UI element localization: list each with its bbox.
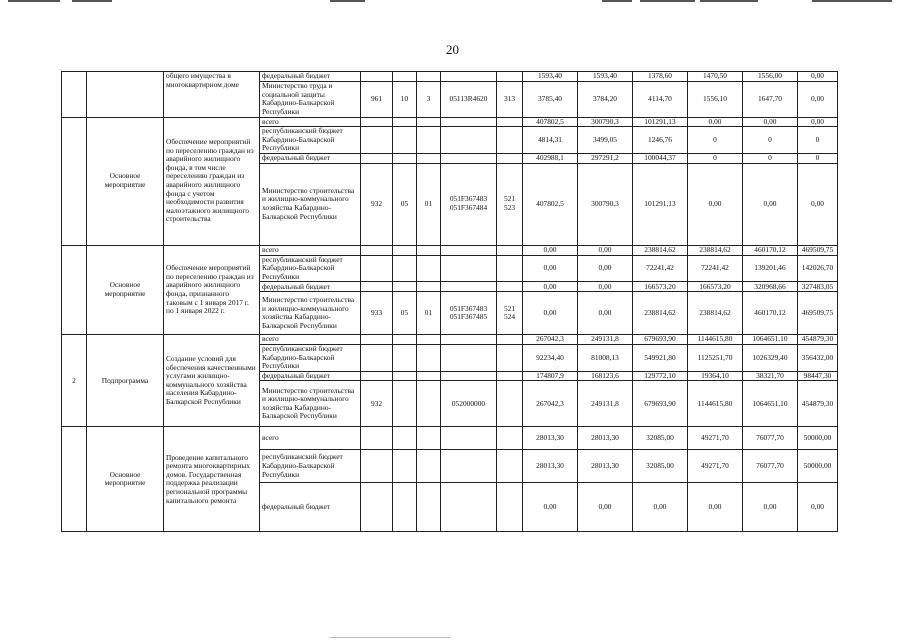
- section-type: Подпрограмма: [87, 335, 164, 427]
- cell-v2: 249131,8: [578, 381, 633, 427]
- funding-source: федеральный бюджет: [260, 483, 361, 532]
- cell-csr: [441, 117, 497, 127]
- cell-pr: [417, 371, 441, 381]
- cell-v1: 3785,40: [523, 81, 578, 117]
- section-type: Основное мероприятие: [87, 427, 164, 532]
- cell-rz: [393, 483, 417, 532]
- cell-v5: 0,00: [743, 163, 798, 245]
- cell-v3: 4114,70: [633, 81, 688, 117]
- funding-source: республиканский бюджет Кабардино-Балкарской Республики: [260, 450, 361, 483]
- cell-rz: 05: [393, 292, 417, 335]
- cell-v4: 0: [688, 127, 743, 154]
- cell-v5: 0,00: [743, 117, 798, 127]
- cell-pr: 3: [417, 81, 441, 117]
- cell-grbs: [361, 255, 393, 282]
- cell-v6: 0,00: [798, 483, 838, 532]
- cell-v2: 28013,30: [578, 427, 633, 450]
- cell-v1: 1593,40: [523, 72, 578, 82]
- cell-vr: [497, 483, 523, 532]
- cell-v6: 469509,75: [798, 292, 838, 335]
- funding-source: федеральный бюджет: [260, 72, 361, 82]
- cell-pr: 01: [417, 292, 441, 335]
- cell-v2: 297291,2: [578, 153, 633, 163]
- cell-v5: 0: [743, 127, 798, 154]
- cell-csr: [441, 344, 497, 371]
- cell-grbs: [361, 371, 393, 381]
- cell-v1: 28013,30: [523, 450, 578, 483]
- cell-v4: 1470,50: [688, 72, 743, 82]
- cell-v1: 402988,1: [523, 153, 578, 163]
- cell-v5: 139201,46: [743, 255, 798, 282]
- funding-source: республиканский бюджет Кабардино-Балкарской Республики: [260, 127, 361, 154]
- cell-grbs: [361, 245, 393, 255]
- cell-rz: [393, 335, 417, 345]
- cell-v4: 1125251,70: [688, 344, 743, 371]
- section-number: [62, 245, 87, 335]
- cell-grbs: [361, 450, 393, 483]
- cell-v1: 4814,31: [523, 127, 578, 154]
- cell-grbs: [361, 153, 393, 163]
- cell-v1: 407802,5: [523, 163, 578, 245]
- cell-rz: [393, 245, 417, 255]
- cell-v6: 142026,70: [798, 255, 838, 282]
- table-row: [62, 427, 838, 450]
- cell-csr: 052000000: [441, 381, 497, 427]
- cell-rz: [393, 127, 417, 154]
- cell-v1: 267042,3: [523, 335, 578, 345]
- cell-v2: 249131,8: [578, 335, 633, 345]
- cell-grbs: [361, 282, 393, 292]
- cell-pr: [417, 127, 441, 154]
- cell-v6: 356432,00: [798, 344, 838, 371]
- cell-v3: 72241,42: [633, 255, 688, 282]
- cell-vr: [497, 127, 523, 154]
- cell-v2: 3784,20: [578, 81, 633, 117]
- cell-v6: 50000,00: [798, 450, 838, 483]
- cell-v6: 0,00: [798, 72, 838, 82]
- cell-vr: [497, 153, 523, 163]
- cell-v3: 549921,80: [633, 344, 688, 371]
- cell-v2: 0,00: [578, 282, 633, 292]
- cell-v4: 238814,62: [688, 292, 743, 335]
- cell-v6: 0,00: [798, 117, 838, 127]
- cell-csr: [441, 72, 497, 82]
- section-name: Создание условий для обеспечения качественными услугами жилищно-коммунального хозяйства населения Кабардино-Балкарской Республики: [164, 335, 260, 427]
- section-name: общего имущества в многоквартирном доме: [164, 72, 260, 118]
- cell-v4: 1144615,80: [688, 381, 743, 427]
- cell-rz: [393, 371, 417, 381]
- cell-grbs: 933: [361, 292, 393, 335]
- funding-source: всего: [260, 117, 361, 127]
- funding-source: федеральный бюджет: [260, 282, 361, 292]
- cell-v3: 679693,90: [633, 381, 688, 427]
- cell-pr: [417, 483, 441, 532]
- cell-v1: 0,00: [523, 282, 578, 292]
- cell-v6: 454879,30: [798, 335, 838, 345]
- cell-grbs: 961: [361, 81, 393, 117]
- funding-source: федеральный бюджет: [260, 371, 361, 381]
- cell-pr: [417, 450, 441, 483]
- cell-v1: 0,00: [523, 255, 578, 282]
- cell-v4: 238814,62: [688, 245, 743, 255]
- funding-source: всего: [260, 245, 361, 255]
- funding-source: Министерство строительства и жилищно-коммунального хозяйства Кабардино-Балкарской Республики: [260, 381, 361, 427]
- section-type: Основное мероприятие: [87, 117, 164, 245]
- cell-pr: [417, 282, 441, 292]
- table-row: [62, 72, 838, 82]
- cell-v3: 1246,76: [633, 127, 688, 154]
- cell-v1: 267042,3: [523, 381, 578, 427]
- cell-grbs: 932: [361, 381, 393, 427]
- cell-vr: 521 523: [497, 163, 523, 245]
- cell-csr: [441, 127, 497, 154]
- cell-v6: 0,00: [798, 163, 838, 245]
- cell-grbs: 932: [361, 163, 393, 245]
- cell-v1: 92234,40: [523, 344, 578, 371]
- cell-vr: [497, 117, 523, 127]
- cell-csr: [441, 483, 497, 532]
- cell-v6: 98447,30: [798, 371, 838, 381]
- cell-vr: [497, 427, 523, 450]
- cell-v5: 1556,00: [743, 72, 798, 82]
- section-number: 2: [62, 335, 87, 427]
- cell-vr: [497, 335, 523, 345]
- cell-v4: 72241,42: [688, 255, 743, 282]
- cell-rz: [393, 72, 417, 82]
- cell-v2: 300790,3: [578, 163, 633, 245]
- cell-grbs: [361, 127, 393, 154]
- cell-v6: 327483,05: [798, 282, 838, 292]
- funding-source: федеральный бюджет: [260, 153, 361, 163]
- cell-v5: 460170,12: [743, 292, 798, 335]
- cell-v3: 1378,60: [633, 72, 688, 82]
- cell-v5: 1026329,40: [743, 344, 798, 371]
- cell-v2: 0,00: [578, 245, 633, 255]
- cell-rz: [393, 282, 417, 292]
- cell-csr: 051F367483 051F367484: [441, 163, 497, 245]
- cell-pr: [417, 72, 441, 82]
- cell-vr: [497, 344, 523, 371]
- cell-rz: [393, 381, 417, 427]
- cell-v4: 1556,10: [688, 81, 743, 117]
- cell-rz: [393, 117, 417, 127]
- cell-v6: 0: [798, 153, 838, 163]
- cell-v4: 0,00: [688, 483, 743, 532]
- cell-pr: [417, 255, 441, 282]
- funding-source: республиканский бюджет Кабардино-Балкарской Республики: [260, 255, 361, 282]
- cell-pr: [417, 245, 441, 255]
- cell-csr: [441, 255, 497, 282]
- cell-v2: 1593,40: [578, 72, 633, 82]
- cell-v2: 168123,6: [578, 371, 633, 381]
- budget-table: [61, 71, 838, 532]
- funding-source: Министерство строительства и жилищно-коммунального хозяйства Кабардино-Балкарской Республики: [260, 292, 361, 335]
- cell-rz: [393, 427, 417, 450]
- cell-csr: 05113R4620: [441, 81, 497, 117]
- cell-v6: 50000,00: [798, 427, 838, 450]
- section-number: [62, 72, 87, 118]
- cell-pr: [417, 117, 441, 127]
- cell-v3: 101291,13: [633, 163, 688, 245]
- cell-pr: [417, 344, 441, 371]
- cell-v2: 81008,13: [578, 344, 633, 371]
- section-type: Основное мероприятие: [87, 245, 164, 335]
- cell-v5: 76077,70: [743, 450, 798, 483]
- cell-csr: [441, 153, 497, 163]
- cell-v3: 101291,13: [633, 117, 688, 127]
- cell-rz: [393, 255, 417, 282]
- cell-v4: 0,00: [688, 117, 743, 127]
- cell-v4: 49271,70: [688, 427, 743, 450]
- cell-v5: 1647,70: [743, 81, 798, 117]
- cell-grbs: [361, 427, 393, 450]
- cell-v1: 28013,30: [523, 427, 578, 450]
- cell-v1: 0,00: [523, 483, 578, 532]
- cell-v5: 38321,70: [743, 371, 798, 381]
- cell-csr: [441, 282, 497, 292]
- cell-v2: 28013,30: [578, 450, 633, 483]
- cell-v3: 238814,62: [633, 245, 688, 255]
- cell-v5: 1064651,10: [743, 335, 798, 345]
- cell-v2: 300790,3: [578, 117, 633, 127]
- cell-grbs: [361, 483, 393, 532]
- cell-v2: 0,00: [578, 255, 633, 282]
- table-row: [62, 117, 838, 127]
- funding-source: республиканский бюджет Кабардино-Балкарской Республики: [260, 344, 361, 371]
- cell-vr: [497, 381, 523, 427]
- cell-v3: 32085,00: [633, 450, 688, 483]
- cell-v6: 0: [798, 127, 838, 154]
- cell-vr: [497, 255, 523, 282]
- cell-v3: 238814,62: [633, 292, 688, 335]
- cell-v5: 76077,70: [743, 427, 798, 450]
- cell-grbs: [361, 117, 393, 127]
- cell-v4: 19364,10: [688, 371, 743, 381]
- cell-vr: [497, 245, 523, 255]
- cell-rz: [393, 153, 417, 163]
- cell-v1: 0,00: [523, 245, 578, 255]
- cell-v1: 0,00: [523, 292, 578, 335]
- cell-csr: 051F367483 051F367485: [441, 292, 497, 335]
- cell-vr: [497, 450, 523, 483]
- funding-source: Министерство труда и социальной защиты Кабардино-Балкарской Республики: [260, 81, 361, 117]
- cell-v5: 320968,66: [743, 282, 798, 292]
- cell-v6: 454879,30: [798, 381, 838, 427]
- table-row: [62, 335, 838, 345]
- cell-v4: 166573,20: [688, 282, 743, 292]
- cell-v4: 49271,70: [688, 450, 743, 483]
- cell-csr: [441, 335, 497, 345]
- section-name: Обеспечение мероприятий по переселению граждан из аварийного жилищного фонда, признанного таковым с 1 января 2017 г. по 1 января 2022 г.: [164, 245, 260, 335]
- cell-rz: 05: [393, 163, 417, 245]
- funding-source: Министерство строительства и жилищно-коммунального хозяйства Кабардино-Балкарской Республики: [260, 163, 361, 245]
- cell-v5: 460170,12: [743, 245, 798, 255]
- cell-vr: 521 524: [497, 292, 523, 335]
- cell-vr: [497, 282, 523, 292]
- cell-grbs: [361, 72, 393, 82]
- funding-source: всего: [260, 427, 361, 450]
- cell-csr: [441, 371, 497, 381]
- cell-rz: [393, 450, 417, 483]
- cell-pr: 01: [417, 163, 441, 245]
- section-number: [62, 427, 87, 532]
- cell-pr: [417, 427, 441, 450]
- cell-grbs: [361, 335, 393, 345]
- cell-csr: [441, 450, 497, 483]
- cell-rz: [393, 344, 417, 371]
- cell-vr: [497, 72, 523, 82]
- page-number: 20: [446, 42, 459, 57]
- top-edge-marks: [0, 0, 905, 8]
- table-row: [62, 245, 838, 255]
- cell-grbs: [361, 344, 393, 371]
- cell-pr: [417, 335, 441, 345]
- cell-vr: 313: [497, 81, 523, 117]
- cell-v3: 100044,37: [633, 153, 688, 163]
- cell-v4: 0,00: [688, 163, 743, 245]
- cell-v5: 0: [743, 153, 798, 163]
- cell-v2: 3499,05: [578, 127, 633, 154]
- cell-v6: 469509,75: [798, 245, 838, 255]
- cell-v5: 0,00: [743, 483, 798, 532]
- funding-source: всего: [260, 335, 361, 345]
- cell-v1: 407802,5: [523, 117, 578, 127]
- cell-v5: 1064651,10: [743, 381, 798, 427]
- cell-v3: 129772,10: [633, 371, 688, 381]
- cell-v1: 174807,9: [523, 371, 578, 381]
- cell-v3: 0,00: [633, 483, 688, 532]
- cell-csr: [441, 427, 497, 450]
- cell-v3: 679693,90: [633, 335, 688, 345]
- cell-v4: 1144615,80: [688, 335, 743, 345]
- cell-v2: 0,00: [578, 483, 633, 532]
- cell-rz: 10: [393, 81, 417, 117]
- table-body: [62, 72, 838, 532]
- cell-csr: [441, 245, 497, 255]
- cell-v6: 0,00: [798, 81, 838, 117]
- cell-v3: 32085,00: [633, 427, 688, 450]
- bottom-edge-mark: [330, 637, 450, 638]
- cell-pr: [417, 381, 441, 427]
- cell-pr: [417, 153, 441, 163]
- section-name: Обеспечение мероприятий по переселению граждан из аварийного жилищного фонда, в том числе переселению граждан из аварийного жилищного фонда с учетом необходимости развития малоэтажного жилищного строительства: [164, 117, 260, 245]
- section-name: Проведение капитального ремонта многоквартирных домов. Государственная поддержка реализации региональной программы капитального ремонта: [164, 427, 260, 532]
- cell-v4: 0: [688, 153, 743, 163]
- cell-vr: [497, 371, 523, 381]
- cell-v2: 0,00: [578, 292, 633, 335]
- section-number: [62, 117, 87, 245]
- cell-v3: 166573,20: [633, 282, 688, 292]
- section-type: [87, 72, 164, 118]
